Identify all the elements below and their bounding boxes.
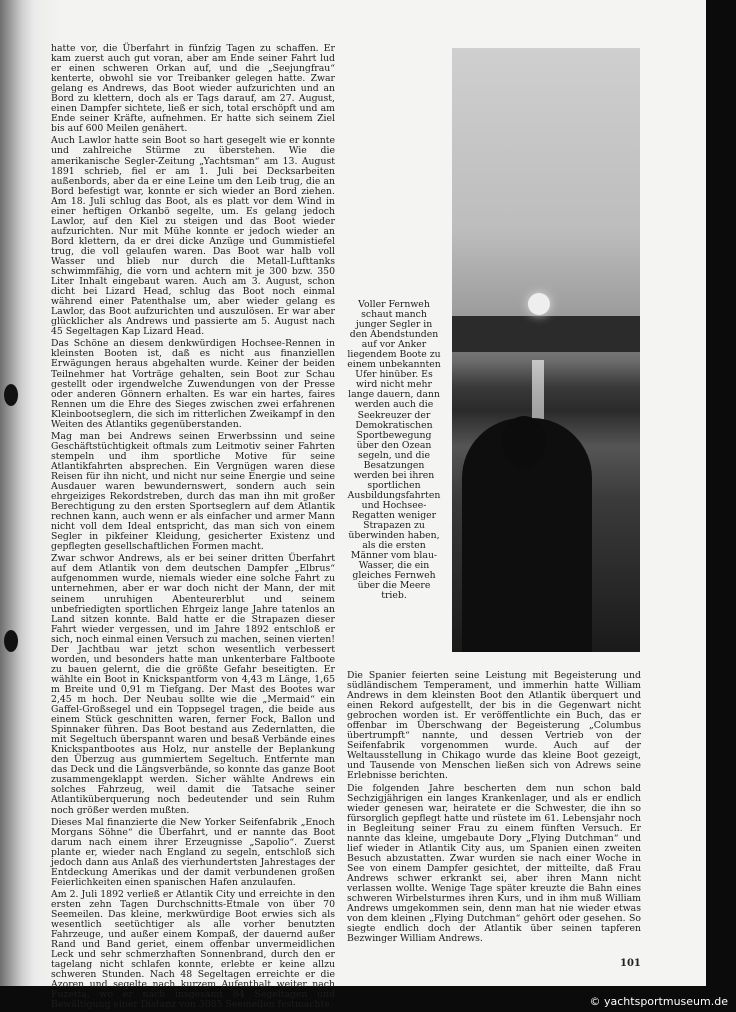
paragraph: Auch Lawlor hatte sein Boot so hart gesegelt wie er konnte und zahlreiche Stürme zu überstehen. Wie die amerikanische Segler-Zeitung „Yachtsman“ am 13. August 1891 schrieb, fiel er am 1. Juli bei Decksarbeiten außenbords, aber da er eine Leine um den Leib trug, die an Bord befestigt war, konnte er sich wieder an Bord ziehen. Am 18. Juli schlug das Boot, als es platt vor dem Wind in einer heftigen Orkanbö segelte, um. Es gelang jedoch Lawlor, auf den Kiel zu steigen und das Boot wieder aufzurichten. Nur mit Mühe konnte er jedoch wieder an Bord klettern, da er drei dicke Anzüge und Gummistiefel trug, die voll gelaufen waren. Das Boot war halb voll Wasser und blieb nur durch die Metall-Lufttanks schwimmfähig, die vorn und achtern mit je 300 bzw. 350 Liter Inhalt eingebaut waren. Auch am 3. August, schon dicht bei Lizard Head, schlug das Boot noch einmal während einer Patenthalse um, aber wieder gelang es Lawlor, das Boot aufzurichten und auszulösen. Er war aber glücklicher als Andrews und passierte am 5. August nach 45 Segeltagen Kap Lizard Head. bbox=[51, 135, 335, 338]
paragraph: Mag man bei Andrews seinen Erwerbssinn und seine Geschäftstüchtigkeit oftmals zum Leitmotiv seiner Fahrten stempeln und ihm sportliche Motive für seine Atlantikfahrten absprechen. Ein Vergnügen waren diese Reisen für ihn nicht, und nicht nur seine Energie und seine Ausdauer waren bewundernswert, sondern auch sein ehrgeiziges Rekordstreben, durch das man ihn mit großer Berechtigung zu den ersten Sportseglern auf dem Atlantik rechnen kann, auch wenn er als einfacher und armer Mann nicht voll dem Ideal entspricht, das man sich von einem Segler in pikfeiner Kleidung, gesicherter Existenz und gepflegten gesellschaftlichen Formen macht. bbox=[51, 430, 335, 553]
photo-sun bbox=[528, 293, 550, 315]
photo-silhouette-head bbox=[502, 416, 546, 468]
paragraph: Am 2. Juli 1892 verließ er Atlantik City und erreichte in den ersten zehn Tagen Durchschnitts-Etmale von über 70 Seemeilen. Das kleine, merkwürdige Boot erwies sich als wesentlich seetüchtiger als alle vorher benutzten Fahrzeuge, und außer einem Kompaß, der dauernd außer Rand und Band geriet, einem offenbar unvermeidlichen Leck und sehr schmerzhaften Sonnenbrand, durch den er tagelang nicht schlafen konnte, erlebte er keine allzu schweren Stunden. Nach 48 Segeltagen erreichte er die Azoren und segelte nach kurzem Aufenthalt weiter nach Fuzetta, wo er nach insgesamt 84 Segeltagen und Bewältigung einer Distanz von 3085 Seemeilen festmachte. bbox=[51, 888, 335, 1011]
paragraph: Das Schöne an diesem denkwürdigen Hochsee-Rennen in kleinsten Booten ist, daß es nicht aus finanziellen Erwägungen heraus abgehalten wurde. Keiner der beiden Teilnehmer hat Vorträge gehalten, sein Boot zur Schau gestellt oder irgendwelche Zuwendungen von der Presse oder anderen Gönnern erhalten. Es war ein hartes, faires Rennen um die Ehre des Sieges zwischen zwei erfahrenen Kleinbootseglern, die sich im ritterlichen Zweikampf in den Weiten des Atlantiks gegenüberstanden. bbox=[51, 338, 335, 430]
sunset-photo-boy-on-boat bbox=[452, 48, 640, 652]
paragraph: hatte vor, die Überfahrt in fünfzig Tagen zu schaffen. Er kam zuerst auch gut voran, aber am Ende seiner Fahrt lud er einen schweren Orkan auf, und die „Seejungfrau“ kenterte, obwohl sie vor Treibanker gelegen hatte. Zwar gelang es Andrews, das Boot wieder aufzurichten und an Bord zu klettern, doch als er Tags darauf, am 27. August, einen Dampfer sichtete, ließ er sich, total erschöpft und am Ende seiner Kräfte, aufnehmen. Er hatte sich seinem Ziel bis auf 600 Meilen genähert. bbox=[51, 43, 335, 135]
photo-caption: Voller Fernweh schaut manch junger Segler in den Abendstunden auf vor Anker liegendem Boote zu einem unbekannten Ufer hinüber. Es wird nicht mehr lange dauern, dann werden auch die Seekreuzer der Demokratischen Sportbewegung über den Ozean segeln, und die Besatzungen werden bei ihren sportlichen Ausbildungsfahrten und Hochsee-Regatten weniger Strapazen zu überwinden haben, als die ersten Männer vom blau-Wasser, die ein gleiches Fernweh über die Meere trieb. bbox=[347, 299, 441, 602]
binding-hole bbox=[4, 384, 18, 406]
paragraph: Dieses Mal finanzierte die New Yorker Seifenfabrik „Enoch Morgans Söhne“ die Überfahrt, und er nannte das Boot darum nach einem ihrer Erzeugnisse „Sapolio“. Zuerst plante er, wieder nach England zu segeln, entschloß sich jedoch dann aus Anlaß des vierhundertsten Jahrestages der Entdeckung Amerikas und der damit verbundenen großen Feierlichkeiten einen spanischen Hafen anzulaufen. bbox=[51, 816, 335, 888]
binding-hole bbox=[4, 630, 18, 652]
photo-shoreline bbox=[452, 316, 640, 352]
right-text-column bbox=[347, 671, 641, 946]
page-number: 101 bbox=[620, 958, 641, 969]
paragraph: Die Spanier feierten seine Leistung mit Begeisterung und südländischem Temperament, und immerhin hatte William Andrews in dem kleinsten Boot den Atlantik überquert und einen Rekord aufgestellt, der bis in die Gegenwart nicht gebrochen worden ist. Er veröffentlichte ein Buch, das er offenbar im Überschwang der Begeisterung „Columbus übertrumpft“ nannte, und dessen Vertrieb von der Seifenfabrik vorgenommen wurde. Auch auf der Weltausstellung in Chikago wurde das kleine Boot gezeigt, und Tausende von Menschen ließen sich von Adrews seine Erlebnisse berichten. bbox=[347, 670, 641, 782]
watermark: © yachtsportmuseum.de bbox=[589, 995, 728, 1008]
paragraph: Die folgenden Jahre bescherten dem nun schon bald Sechzigjährigen ein langes Krankenlager, und als er endlich wieder genesen war, heiratete er die Schwester, die ihn so fürsorglich gepflegt hatte und rüstete im 61. Lebensjahr noch in Begleitung seiner Frau zu einem fünften Versuch. Er nannte das kleine, umgebaute Dory „Flying Dutchman“ und lief wieder in Atlantik City aus, um Spanien einen zweiten Besuch abzustatten. Zwar wurden sie nach einer Woche in See von einem Dampfer gesichtet, der mitteilte, daß Frau Andrews schwer erkrankt sei, aber ihren Mann nicht verlassen wollte. Wenige Tage später kreuzte die Bahn eines schweren Wirbelsturmes ihren Kurs, und in ihm muß William Andrews umgekommen sein, denn man hat nie wieder etwas von dem kleinen „Flying Dutchman“ gehört oder gesehen. So siegte endlich doch der Atlantik über seinen tapferen Bezwinger William Andrews. bbox=[347, 782, 641, 945]
paragraph: Zwar schwor Andrews, als er bei seiner dritten Überfahrt auf dem Atlantik von dem deutschen Dampfer „Elbrus“ aufgenommen wurde, niemals wieder eine solche Fahrt zu unternehmen, aber er war doch nicht der Mann, der mit seinem unruhigen Abenteurerblut und seinem unbefriedigten sportlichen Ehrgeiz lange Jahre tatenlos an Land sitzen konnte. Bald hatte er die Strapazen dieser Fahrt wieder vergessen, und im Jahre 1892 entschloß er sich, noch einmal einen Versuch zu machen, seinen vierten! Der Jachtbau war jetzt schon wesentlich verbessert worden, und besonders hatte man unkenterbare Faltboote zu bauen gelernt, die die größte Gefahr beseitigten. Er wählte ein Boot in Knickspantform von 4,43 m Länge, 1,65 m Breite und 0,91 m Tiefgang. Der Mast des Bootes war 2,45 m hoch. Der Neubau sollte wie die „Mermaid“ ein Gaffel-Großsegel und ein Toppsegel tragen, die beide aus einem Stück geschnitten waren, ferner Fock, Ballon und Spinnaker führen. Das Boot bestand aus Zedernlatten, die mit Segeltuch überspannt waren und besaß Verbände eines Knickspantbootes aus Holz, nur anstelle der Beplankung den Überzug aus gummiertem Segeltuch. Entfernte man das Deck und die Längsverbände, so konnte das ganze Boot zusammengeklappt werden. Sicher wählte Andrews ein solches Fahrzeug, weil damit die Tatsache seiner Atlantiküberquerung noch bedeutender und sein Ruhm noch größer werden mußten. bbox=[51, 553, 335, 816]
left-text-column bbox=[51, 44, 335, 1012]
